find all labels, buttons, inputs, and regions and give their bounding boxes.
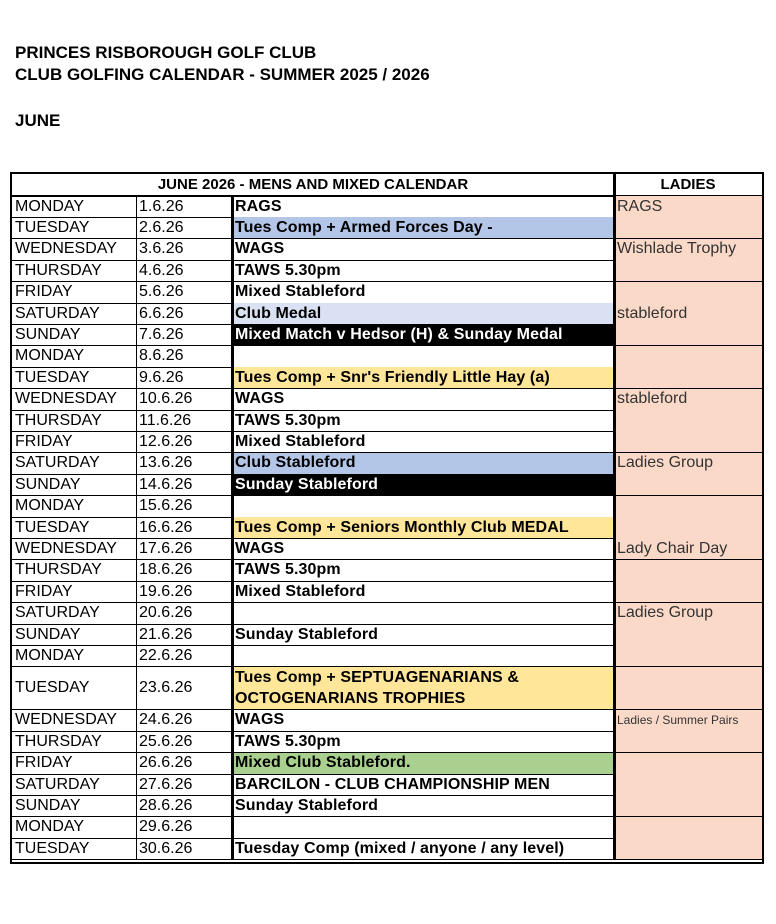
date-cell: 25.6.26 xyxy=(139,732,193,750)
date-cell: 23.6.26 xyxy=(139,679,193,697)
event-cell xyxy=(232,817,614,838)
event-cell: BARCILON - CLUB CHAMPIONSHIP MEN xyxy=(235,775,550,793)
day-cell: MONDAY xyxy=(15,647,85,665)
event-cell: WAGS xyxy=(235,711,285,729)
ladies-event-cell: Wishlade Trophy xyxy=(614,239,762,260)
ladies-event-cell xyxy=(614,474,762,495)
date-cell: 5.6.26 xyxy=(139,283,184,301)
ladies-event-cell: Ladies / Summer Pairs xyxy=(614,710,762,731)
ladies-event-cell xyxy=(614,346,762,367)
date-cell: 7.6.26 xyxy=(139,326,184,344)
day-cell: WEDNESDAY xyxy=(15,240,117,258)
date-cell: 14.6.26 xyxy=(139,475,193,493)
day-cell: TUESDAY xyxy=(15,839,90,857)
event-cell: TAWS 5.30pm xyxy=(235,411,341,429)
day-cell: SATURDAY xyxy=(15,454,100,472)
ladies-event-cell: RAGS xyxy=(614,196,762,217)
ladies-event-cell xyxy=(614,410,762,431)
ladies-event-cell xyxy=(614,560,762,581)
date-cell: 28.6.26 xyxy=(139,797,193,815)
day-cell: WEDNESDAY xyxy=(15,390,117,408)
day-cell: MONDAY xyxy=(15,347,85,365)
ladies-event-cell xyxy=(614,817,762,838)
day-cell: TUESDAY xyxy=(15,679,90,697)
ladies-event-cell xyxy=(614,731,762,752)
event-cell: Mixed Club Stableford. xyxy=(232,753,614,774)
day-cell: THURSDAY xyxy=(15,411,102,429)
ladies-event-cell xyxy=(614,667,762,710)
day-cell: SUNDAY xyxy=(15,625,81,643)
ladies-event-cell xyxy=(614,838,762,859)
date-cell: 6.6.26 xyxy=(139,304,184,322)
event-cell xyxy=(232,603,614,624)
date-cell: 11.6.26 xyxy=(139,411,192,429)
date-cell: 10.6.26 xyxy=(139,390,193,408)
event-cell: Tues Comp + SEPTUAGENARIANS & OCTOGENARIANS TROPHIES xyxy=(232,667,614,710)
day-cell: TUESDAY xyxy=(15,518,90,536)
month-heading: JUNE xyxy=(15,111,61,130)
ladies-event-cell: Lady Chair Day xyxy=(614,538,762,559)
date-cell: 18.6.26 xyxy=(139,561,193,579)
date-cell: 29.6.26 xyxy=(139,818,193,836)
ladies-event-cell xyxy=(614,645,762,666)
ladies-event-cell: stableford xyxy=(614,303,762,324)
ladies-event-cell: Ladies Group xyxy=(614,603,762,624)
event-cell xyxy=(232,346,614,367)
date-cell: 15.6.26 xyxy=(139,497,193,515)
date-cell: 21.6.26 xyxy=(139,625,193,643)
date-cell: 26.6.26 xyxy=(139,754,193,772)
event-cell: RAGS xyxy=(235,197,282,215)
ladies-event-cell xyxy=(614,517,762,538)
date-cell: 3.6.26 xyxy=(139,240,184,258)
date-cell: 30.6.26 xyxy=(139,839,193,857)
event-cell: TAWS 5.30pm xyxy=(235,561,341,579)
event-cell: Club Medal xyxy=(232,303,614,324)
ladies-event-cell xyxy=(614,282,762,303)
ladies-event-cell: Ladies Group xyxy=(614,453,762,474)
day-cell: WEDNESDAY xyxy=(15,711,117,729)
event-cell: Sunday Stableford xyxy=(235,625,379,643)
day-cell: THURSDAY xyxy=(15,261,102,279)
ladies-event-cell xyxy=(614,367,762,388)
day-cell: WEDNESDAY xyxy=(15,540,117,558)
ladies-event-cell xyxy=(614,795,762,816)
event-cell: Sunday Stableford xyxy=(235,797,379,815)
day-cell: MONDAY xyxy=(15,497,85,515)
club-name: PRINCES RISBOROUGH GOLF CLUB xyxy=(15,43,317,62)
day-cell: FRIDAY xyxy=(15,582,73,600)
date-cell: 12.6.26 xyxy=(139,433,193,451)
event-cell: WAGS xyxy=(235,390,285,408)
event-cell: Tues Comp + Snr's Friendly Little Hay (a) xyxy=(232,367,614,388)
mens-calendar-header: JUNE 2026 - MENS AND MIXED CALENDAR xyxy=(157,176,469,193)
date-cell: 13.6.26 xyxy=(139,454,193,472)
event-cell: Mixed Match v Hedsor (H) & Sunday Medal xyxy=(232,324,614,345)
day-cell: THURSDAY xyxy=(15,732,102,750)
day-cell: TUESDAY xyxy=(15,219,90,237)
day-cell: FRIDAY xyxy=(15,754,73,772)
event-cell: Tuesday Comp (mixed / anyone / any level) xyxy=(235,839,565,857)
day-cell: TUESDAY xyxy=(15,368,90,386)
date-cell: 20.6.26 xyxy=(139,604,193,622)
day-cell: SUNDAY xyxy=(15,475,81,493)
date-cell: 27.6.26 xyxy=(139,775,193,793)
ladies-event-cell xyxy=(614,753,762,774)
ladies-event-cell: stableford xyxy=(614,389,762,410)
ladies-header: LADIES xyxy=(660,176,716,193)
event-cell: Tues Comp + Seniors Monthly Club MEDAL xyxy=(232,517,614,538)
ladies-event-cell xyxy=(614,217,762,238)
event-cell: Mixed Stableford xyxy=(235,433,366,451)
ladies-event-cell xyxy=(614,624,762,645)
day-cell: FRIDAY xyxy=(15,283,73,301)
date-cell: 8.6.26 xyxy=(139,347,184,365)
event-cell: Mixed Stableford xyxy=(235,582,366,600)
event-cell: Sunday Stableford xyxy=(232,474,614,495)
day-cell: MONDAY xyxy=(15,818,85,836)
calendar-table xyxy=(10,172,764,864)
date-cell: 17.6.26 xyxy=(139,540,193,558)
date-cell: 2.6.26 xyxy=(139,219,184,237)
ladies-event-cell xyxy=(614,774,762,795)
day-cell: SATURDAY xyxy=(15,604,100,622)
date-cell: 1.6.26 xyxy=(139,197,184,215)
day-cell: FRIDAY xyxy=(15,433,73,451)
date-cell: 16.6.26 xyxy=(139,518,193,536)
ladies-event-cell xyxy=(614,581,762,602)
event-cell: Club Stableford xyxy=(232,453,614,474)
ladies-event-cell xyxy=(614,496,762,517)
day-cell: MONDAY xyxy=(15,197,85,215)
ladies-event-cell xyxy=(614,260,762,281)
day-cell: SATURDAY xyxy=(15,304,100,322)
ladies-event-cell xyxy=(614,431,762,452)
date-cell: 22.6.26 xyxy=(139,647,193,665)
date-cell: 19.6.26 xyxy=(139,582,193,600)
day-cell: SATURDAY xyxy=(15,775,100,793)
event-cell: WAGS xyxy=(235,240,285,258)
day-cell: SUNDAY xyxy=(15,326,81,344)
event-cell: Mixed Stableford xyxy=(235,283,366,301)
date-cell: 24.6.26 xyxy=(139,711,193,729)
date-cell: 4.6.26 xyxy=(139,261,184,279)
event-cell: TAWS 5.30pm xyxy=(235,732,341,750)
day-cell: SUNDAY xyxy=(15,797,81,815)
ladies-event-cell xyxy=(614,324,762,345)
day-cell: THURSDAY xyxy=(15,561,102,579)
event-cell: TAWS 5.30pm xyxy=(235,261,341,279)
event-cell: Tues Comp + Armed Forces Day - xyxy=(232,217,614,238)
event-cell xyxy=(232,496,614,517)
event-cell xyxy=(232,645,614,666)
event-cell: WAGS xyxy=(235,540,285,558)
calendar-title: CLUB GOLFING CALENDAR - SUMMER 2025 / 2026 xyxy=(15,65,430,84)
date-cell: 9.6.26 xyxy=(139,368,184,386)
